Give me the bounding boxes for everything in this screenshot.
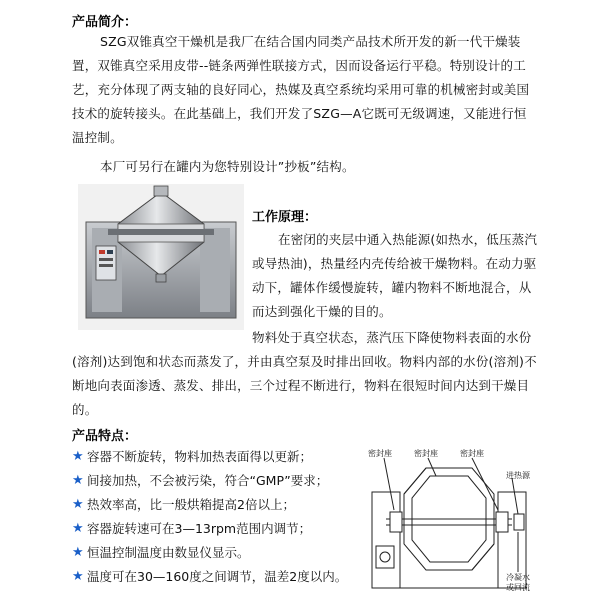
condensate-label: 冷凝水 <box>506 573 530 582</box>
principle-line: 动下，罐体作缓慢旋转，罐内物料不断地混合，从 <box>252 280 532 295</box>
intro-paragraph <box>72 30 542 150</box>
seal-label: 密封座 <box>414 449 438 458</box>
feature-text: 间接加热，不会被污染，符合“GMP”要求； <box>87 473 329 488</box>
return-label: 或回流 <box>506 583 530 592</box>
feature-text: 容器旋转速可在3—13rpm范围内调节； <box>87 521 312 536</box>
principle-line: 断地向表面渗透、蒸发、排出，三个过程不断进行，物料在很短时间内达到干燥目 <box>72 378 530 393</box>
intro-line: 温控制。 <box>72 130 123 145</box>
intro-heading: 产品简介： <box>72 15 138 30</box>
star-icon: ★ <box>72 545 84 560</box>
star-icon: ★ <box>72 569 84 584</box>
intro-line: 技术的旋转接头。在此基础上，我们开发了SZG—A它既可无级调速，又能进行恒 <box>72 106 527 121</box>
principle-line: (溶剂)达到饱和状态而蒸发了，并由真空泵及时排出回收。物料内部的水份(溶剂)不 <box>72 354 537 369</box>
product-photo <box>78 184 244 330</box>
seal-label: 密封座 <box>368 449 392 458</box>
feature-item <box>72 469 372 493</box>
principle-line: 或导热油)，热量经内壳传给被干燥物料。在动力驱 <box>252 256 537 271</box>
principle-heading: 工作原理： <box>252 210 318 225</box>
features-heading: 产品特点： <box>72 429 138 444</box>
feature-list <box>72 445 372 589</box>
feature-text: 温度可在30—160度之间调节，温差2度以内。 <box>87 569 348 584</box>
feature-item <box>72 517 372 541</box>
feature-text: 热效率高，比一般烘箱提高2倍以上； <box>87 497 295 512</box>
structure-diagram <box>366 446 542 596</box>
principle-paragraph <box>252 228 552 324</box>
principle-line: 而达到强化干燥的目的。 <box>252 304 392 319</box>
intro-line: 置，双锥真空采用皮带--链条两弹性联接方式，因而设备运行平稳。特别设计的工 <box>72 58 526 73</box>
feature-item <box>72 493 372 517</box>
feature-item <box>72 445 372 469</box>
principle-line: 物料处于真空状态，蒸汽压下降使物料表面的水份 <box>252 330 532 345</box>
heat-source-label: 进热源 <box>506 471 530 480</box>
seal-label: 密封座 <box>460 449 484 458</box>
star-icon: ★ <box>72 521 84 536</box>
star-icon: ★ <box>72 473 84 488</box>
feature-item <box>72 541 372 565</box>
principle-line: 的。 <box>72 402 98 417</box>
star-icon: ★ <box>72 449 84 464</box>
feature-text: 恒温控制温度由数显仪显示。 <box>87 545 250 560</box>
dryer-machine-illustration <box>78 184 244 330</box>
intro-line: SZG双锥真空干燥机是我厂在结合国内同类产品技术所开发的新一代干燥装 <box>100 34 521 49</box>
intro-note: 本厂可另行在罐内为您特别设计”抄板”结构。 <box>100 159 355 174</box>
principle-line: 在密闭的夹层中通入热能源(如热水，低压蒸汽 <box>278 232 538 247</box>
feature-item <box>72 565 372 589</box>
feature-text: 容器不断旋转，物料加热表面得以更新； <box>87 449 313 464</box>
intro-line: 艺，充分体现了两支轴的良好同心，热媒及真空系统均采用可靠的机械密封或美国 <box>72 82 530 97</box>
star-icon: ★ <box>72 497 84 512</box>
principle-paragraph-2 <box>72 326 552 422</box>
